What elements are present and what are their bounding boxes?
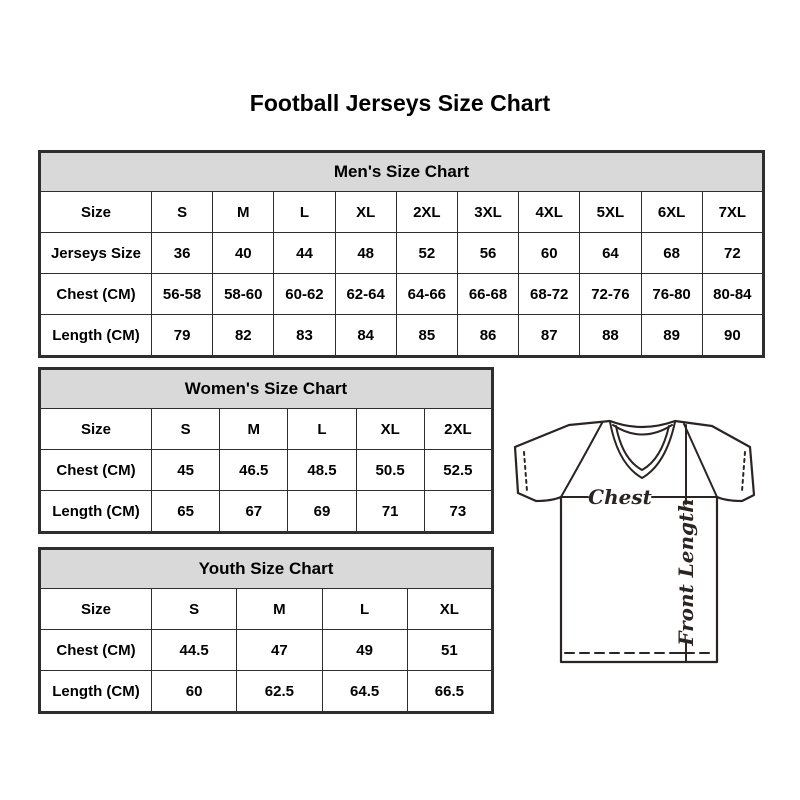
table-cell: 56-58 (152, 274, 213, 315)
table-cell: 64-66 (396, 274, 457, 315)
page-title: Football Jerseys Size Chart (249, 90, 551, 116)
table-cell: 82 (213, 315, 274, 357)
table-cell: S (152, 192, 213, 233)
row-label: Size (40, 589, 152, 630)
table-cell: 73 (424, 491, 492, 533)
table-cell: 40 (213, 233, 274, 274)
row-label: Chest (CM) (40, 450, 152, 491)
table-cell: 36 (152, 233, 213, 274)
table-cell: L (274, 192, 335, 233)
table-title: Women's Size Chart (40, 369, 493, 409)
table-cell: S (152, 589, 237, 630)
table-cell: 48 (335, 233, 396, 274)
table-cell: 64.5 (322, 671, 407, 713)
table-cell: 88 (580, 315, 641, 357)
table-cell: 52.5 (424, 450, 492, 491)
table-row (40, 409, 493, 450)
table-cell: 44 (274, 233, 335, 274)
table-cell: 5XL (580, 192, 641, 233)
table-cell: XL (356, 409, 424, 450)
table-title: Youth Size Chart (40, 549, 493, 589)
table-row (40, 192, 764, 233)
jersey-measurement-diagram (502, 400, 782, 680)
table-cell: 46.5 (220, 450, 288, 491)
table-cell: 3XL (457, 192, 518, 233)
left-cuff-stitch-dashes (524, 452, 527, 491)
table-cell: 90 (702, 315, 763, 357)
table-row (40, 589, 493, 630)
table-cell: XL (335, 192, 396, 233)
table-cell: M (213, 192, 274, 233)
table-cell: 71 (356, 491, 424, 533)
table-cell: 52 (396, 233, 457, 274)
table-cell: 69 (288, 491, 356, 533)
table-cell: 72-76 (580, 274, 641, 315)
table-cell: 50.5 (356, 450, 424, 491)
table-cell: 66.5 (407, 671, 492, 713)
table-cell: 68 (641, 233, 702, 274)
jersey-outline (515, 421, 754, 662)
table-row (40, 233, 764, 274)
row-label: Length (CM) (40, 491, 152, 533)
table-cell: XL (407, 589, 492, 630)
front-length-label: Front Length (674, 498, 698, 646)
table-row (40, 671, 493, 713)
row-label: Length (CM) (40, 671, 152, 713)
table-cell: 68-72 (519, 274, 580, 315)
table-cell: 45 (152, 450, 220, 491)
table-cell: 58-60 (213, 274, 274, 315)
womens-size-table (38, 367, 494, 534)
table-row (40, 315, 764, 357)
table-cell: 60-62 (274, 274, 335, 315)
table-cell: 2XL (396, 192, 457, 233)
table-row (40, 491, 493, 533)
table-cell: 62.5 (237, 671, 322, 713)
row-label: Length (CM) (40, 315, 152, 357)
row-label: Size (40, 192, 152, 233)
table-cell: 51 (407, 630, 492, 671)
table-cell: L (288, 409, 356, 450)
table-cell: 84 (335, 315, 396, 357)
table-cell: 65 (152, 491, 220, 533)
table-cell: 86 (457, 315, 518, 357)
table-row (40, 274, 764, 315)
collar-v-inner (616, 426, 669, 470)
table-cell: 79 (152, 315, 213, 357)
chest-label: Chest (588, 485, 652, 509)
table-cell: 64 (580, 233, 641, 274)
table-cell: 49 (322, 630, 407, 671)
table-row (40, 630, 493, 671)
table-cell: 66-68 (457, 274, 518, 315)
table-cell: 87 (519, 315, 580, 357)
right-armhole-seam (684, 424, 717, 497)
table-cell: 4XL (519, 192, 580, 233)
table-cell: 60 (519, 233, 580, 274)
table-cell: 67 (220, 491, 288, 533)
table-cell: 56 (457, 233, 518, 274)
table-cell: 62-64 (335, 274, 396, 315)
table-cell: S (152, 409, 220, 450)
table-cell: L (322, 589, 407, 630)
table-cell: 60 (152, 671, 237, 713)
table-row (40, 450, 493, 491)
table-cell: 76-80 (641, 274, 702, 315)
table-cell: 85 (396, 315, 457, 357)
table-cell: 48.5 (288, 450, 356, 491)
table-cell: 83 (274, 315, 335, 357)
row-label: Size (40, 409, 152, 450)
table-cell: 44.5 (152, 630, 237, 671)
table-title: Men's Size Chart (40, 152, 764, 192)
youth-size-table (38, 547, 494, 714)
table-cell: 2XL (424, 409, 492, 450)
table-cell: 6XL (641, 192, 702, 233)
mens-size-table (38, 150, 765, 358)
row-label: Chest (CM) (40, 274, 152, 315)
table-cell: M (237, 589, 322, 630)
right-cuff-stitch-dashes (742, 452, 745, 491)
table-cell: 47 (237, 630, 322, 671)
table-cell: 72 (702, 233, 763, 274)
table-cell: M (220, 409, 288, 450)
table-cell: 7XL (702, 192, 763, 233)
table-cell: 89 (641, 315, 702, 357)
table-cell: 80-84 (702, 274, 763, 315)
row-label: Jerseys Size (40, 233, 152, 274)
row-label: Chest (CM) (40, 630, 152, 671)
